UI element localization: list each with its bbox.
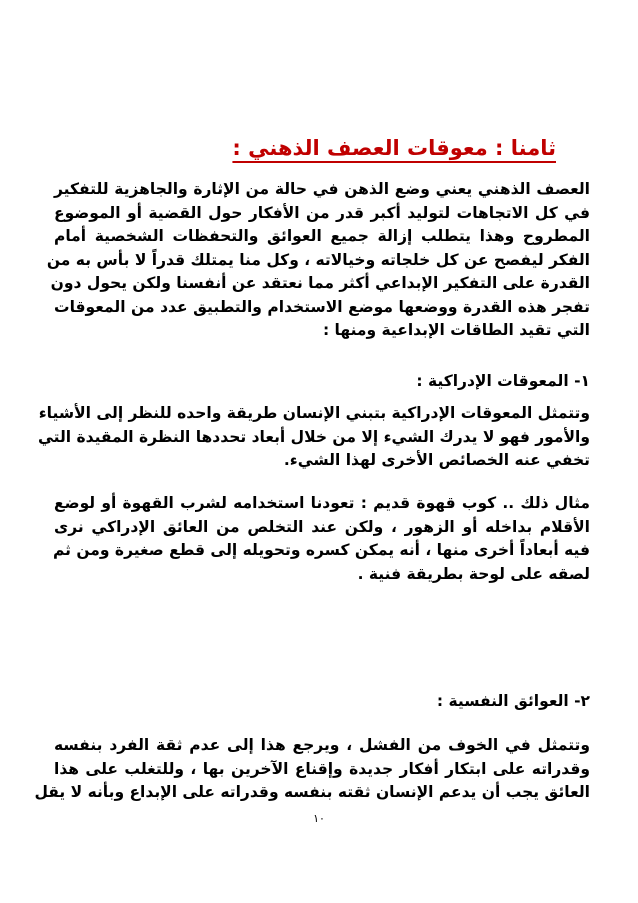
intro-line: الفكر ليفصح عن كل خلجاته وخيالاته ، وكل منا يمتلك قدراً لا بأس به من xyxy=(46,250,590,269)
perceptual-obstacles-heading: ١- المعوقات الإدراكية : xyxy=(416,372,590,390)
section1-line: تخفي عنه الخصائص الأخرى لهذا الشيء. xyxy=(283,451,590,469)
example-line: مثال ذلك .. كوب قهوة قديم : تعودنا استخدامه لشرب القهوة أو لوضع xyxy=(54,494,590,512)
section2-line: وقدراته على ابتكار أفكار جديدة وإقناع الآخرين بها ، وللتغلب على هذا xyxy=(54,759,590,778)
intro-line: القدرة على التفكير الإبداعي أكثر مما نعتقد عن أنفسنا ولكن يحول دون xyxy=(50,274,590,292)
example-line: فيه أبعاداً أخرى منها ، أنه يمكن كسره وتحويله إلى قطع صغيرة ومن ثم xyxy=(52,541,590,559)
intro-line: في كل الاتجاهات لتوليد أكبر قدر من الأفكار حول القضية أو الموضوع xyxy=(54,203,590,222)
intro-paragraph xyxy=(46,178,590,343)
psychological-obstacles-heading: ٢- العوائق النفسية : xyxy=(436,692,590,710)
section2-line: وتتمثل في الخوف من الفشل ، ويرجع هذا إلى عدم ثقة الفرد بنفسه xyxy=(54,736,590,754)
example-line: لصقه على لوحة بطريقة فنية . xyxy=(357,564,590,583)
page-number: ١٠ xyxy=(313,812,325,825)
intro-line: المطروح وهذا يتطلب إزالة جميع العوائق والتحفظات الشخصية أمام xyxy=(54,227,590,245)
intro-line: التي تقيد الطاقات الإبداعية ومنها : xyxy=(322,321,590,339)
example-line: الأقلام بداخله أو الزهور ، ولكن عند التخلص من العائق الإدراكي نرى xyxy=(54,517,590,536)
perceptual-obstacles-paragraph xyxy=(37,402,590,473)
section-title: ثامنا : معوقات العصف الذهني : xyxy=(232,136,556,160)
section1-line: والأمور فهو لا يدرك الشيء إلا من خلال أبعاد تحددها النظرة المقيدة التي xyxy=(37,427,590,446)
section2-line: العائق يجب أن يدعم الإنسان ثقته بنفسه وقدراته على الإبداع وبأنه لا يقل xyxy=(34,783,590,801)
psychological-obstacles-paragraph xyxy=(34,734,590,805)
intro-line: تفجر هذه القدرة ووضعها موضع الاستخدام والتطبيق عدد من المعوقات xyxy=(54,297,590,316)
example-paragraph xyxy=(54,492,590,586)
section1-line: وتتمثل المعوقات الإدراكية بتبني الإنسان طريقة واحده للنظر إلى الأشياء xyxy=(38,404,590,422)
intro-line: العصف الذهني يعني وضع الذهن في حالة من الإثارة والجاهزية للتفكير xyxy=(54,180,590,198)
